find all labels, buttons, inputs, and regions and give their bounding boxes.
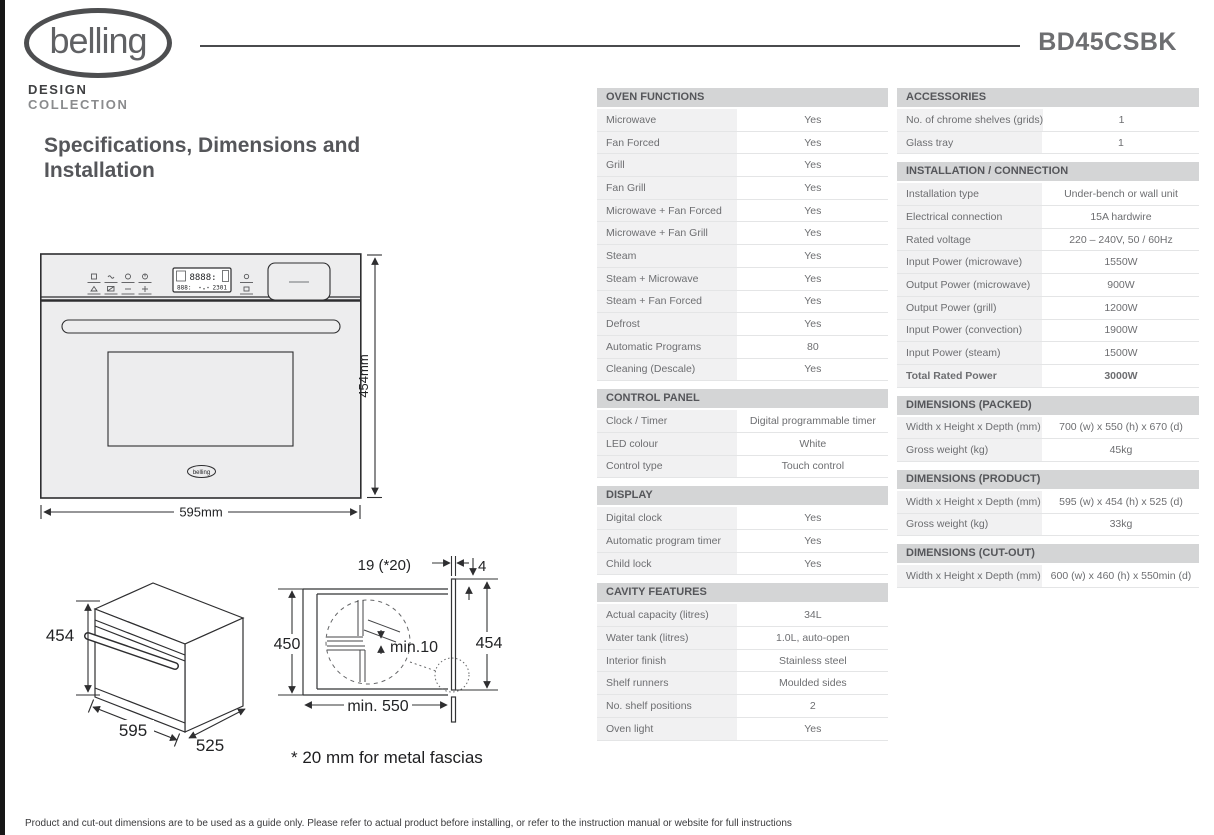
spec-column-left bbox=[597, 88, 888, 749]
cutout-dimensions bbox=[278, 556, 498, 705]
spec-row-label: Installation type bbox=[897, 183, 1042, 205]
page-title: Specifications, Dimensions and Installation bbox=[44, 134, 361, 182]
spec-row-label: Water tank (litres) bbox=[597, 627, 737, 649]
spec-row-value: 15A hardwire bbox=[1090, 210, 1152, 223]
spec-row bbox=[897, 365, 1199, 388]
model-number: BD45CSBK bbox=[1038, 28, 1177, 56]
spec-row-value: 1900W bbox=[1104, 324, 1138, 337]
spec-row-label: Steam + Fan Forced bbox=[597, 291, 737, 313]
table-section-header: CAVITY FEATURES bbox=[597, 583, 888, 602]
spec-column-right bbox=[897, 88, 1199, 596]
spec-row-label: Input Power (convection) bbox=[897, 320, 1042, 342]
table-section-header: DISPLAY bbox=[597, 486, 888, 505]
spec-row bbox=[597, 222, 888, 245]
cutout-gap-label: 4 bbox=[478, 558, 487, 575]
spec-row-label: Child lock bbox=[597, 553, 737, 575]
spec-row bbox=[897, 514, 1199, 537]
spec-row-value: 1.0L, auto-open bbox=[776, 631, 850, 644]
door-logo: belling bbox=[192, 470, 211, 476]
spec-row-value: Yes bbox=[804, 136, 822, 149]
spec-row-value: Yes bbox=[804, 318, 822, 331]
spec-row bbox=[897, 417, 1199, 440]
cutout-fascia-label: 19 (*20) bbox=[357, 557, 411, 574]
spec-row bbox=[597, 313, 888, 336]
spec-row bbox=[597, 627, 888, 650]
spec-row-value: 1 bbox=[1118, 113, 1125, 126]
spec-row-value: 700 (w) x 550 (h) x 670 (d) bbox=[1059, 421, 1183, 434]
spec-row-label: Cleaning (Descale) bbox=[597, 359, 737, 381]
spec-row-value: Yes bbox=[804, 534, 822, 547]
spec-row-value: Stainless steel bbox=[778, 654, 847, 667]
spec-row-value: Yes bbox=[804, 249, 822, 262]
spec-row-label: Actual capacity (litres) bbox=[597, 604, 737, 626]
cutout-vent-label: min.10 bbox=[390, 639, 439, 656]
spec-row bbox=[597, 154, 888, 177]
width-dimension-label: 595mm bbox=[179, 504, 223, 520]
height-dimension-label: 454mm bbox=[356, 354, 371, 398]
spec-row-label: Control type bbox=[597, 456, 737, 478]
display-small-digits-left: 888: bbox=[177, 284, 192, 292]
spec-row bbox=[597, 132, 888, 155]
spec-row-value: Yes bbox=[804, 512, 822, 525]
spec-row-label: Rated voltage bbox=[897, 229, 1042, 251]
spec-row-value: Yes bbox=[804, 113, 822, 126]
spec-row bbox=[897, 274, 1199, 297]
spec-row-label: Steam bbox=[597, 245, 737, 267]
cutout-height-label: 450 bbox=[273, 636, 301, 653]
table-section-header: DIMENSIONS (CUT-OUT) bbox=[897, 544, 1199, 563]
spec-table bbox=[897, 162, 1199, 387]
spec-row bbox=[597, 718, 888, 741]
iso-width-label: 595 bbox=[118, 721, 148, 740]
spec-row-label: Clock / Timer bbox=[597, 410, 737, 432]
spec-row bbox=[597, 268, 888, 291]
spec-table bbox=[897, 470, 1199, 536]
spec-row bbox=[597, 109, 888, 132]
spec-row bbox=[597, 410, 888, 433]
spec-row bbox=[597, 507, 888, 530]
spec-row-label: No. of chrome shelves (grids) bbox=[897, 109, 1043, 131]
spec-row bbox=[597, 553, 888, 576]
spec-row bbox=[897, 206, 1199, 229]
spec-row-value: Yes bbox=[804, 363, 822, 376]
iso-height-label: 454 bbox=[45, 626, 75, 645]
spec-table bbox=[597, 486, 888, 575]
spec-row bbox=[597, 695, 888, 718]
spec-row-value: Yes bbox=[804, 181, 822, 194]
spec-row-value: 595 (w) x 454 (h) x 525 (d) bbox=[1059, 495, 1183, 508]
spec-row bbox=[897, 132, 1199, 155]
display-clock-digits: 8888: bbox=[189, 273, 217, 283]
spec-table bbox=[597, 389, 888, 478]
spec-row-label: Output Power (microwave) bbox=[897, 274, 1042, 296]
spec-row bbox=[597, 245, 888, 268]
spec-table bbox=[597, 583, 888, 740]
spec-row-value: Yes bbox=[804, 557, 822, 570]
spec-row bbox=[897, 342, 1199, 365]
table-section-header: CONTROL PANEL bbox=[597, 389, 888, 408]
table-section-header: ACCESSORIES bbox=[897, 88, 1199, 107]
iso-box bbox=[95, 583, 243, 732]
spec-row bbox=[597, 530, 888, 553]
spec-row-value: 34L bbox=[804, 609, 822, 622]
spec-row-value: Yes bbox=[804, 204, 822, 217]
spec-row bbox=[897, 109, 1199, 132]
table-section-header: DIMENSIONS (PACKED) bbox=[897, 396, 1199, 415]
spec-row-label: Shelf runners bbox=[597, 672, 737, 694]
spec-row-label: LED colour bbox=[597, 433, 737, 455]
spec-row-label: Input Power (steam) bbox=[897, 342, 1042, 364]
spec-row-label: Width x Height x Depth (mm) bbox=[897, 565, 1042, 587]
spec-row bbox=[597, 456, 888, 479]
spec-row bbox=[897, 439, 1199, 462]
design-collection-label: DESIGN COLLECTION bbox=[28, 82, 129, 112]
spec-row-value: Touch control bbox=[781, 460, 845, 473]
belling-logo-text: belling bbox=[49, 20, 147, 61]
iso-depth-label: 525 bbox=[195, 736, 225, 755]
spec-row-value: 2 bbox=[809, 699, 816, 712]
spec-row bbox=[597, 650, 888, 673]
spec-row-value: 3000W bbox=[1104, 369, 1138, 382]
spec-row-value: 220 – 240V, 50 / 60Hz bbox=[1069, 233, 1173, 246]
spec-table bbox=[897, 544, 1199, 588]
cutout-depth-label: min. 550 bbox=[347, 698, 409, 715]
spec-row-value: Yes bbox=[804, 295, 822, 308]
cutout-product-height-label: 454 bbox=[475, 635, 503, 652]
footer-disclaimer: Product and cut-out dimensions are to be used as a guide only. Please refer to actual product before installing, or refer to the instruction manual or website for full instructions bbox=[25, 818, 792, 829]
spec-row-label: Interior finish bbox=[597, 650, 737, 672]
spec-row bbox=[897, 183, 1199, 206]
spec-row-label: Microwave bbox=[597, 109, 737, 131]
brand-logo bbox=[24, 8, 184, 112]
cutout-drawing bbox=[270, 542, 510, 767]
spec-row bbox=[597, 604, 888, 627]
display-small-digits-right: 2301 bbox=[212, 284, 227, 292]
spec-row-label: Automatic program timer bbox=[597, 530, 737, 552]
display-panel bbox=[173, 268, 231, 292]
spec-row bbox=[897, 565, 1199, 588]
table-section-header: DIMENSIONS (PRODUCT) bbox=[897, 470, 1199, 489]
spec-row-value: Yes bbox=[804, 722, 822, 735]
spec-row-label: Total Rated Power bbox=[897, 365, 1042, 387]
page-edge-artifact bbox=[0, 0, 5, 835]
spec-row-value: Yes bbox=[804, 159, 822, 172]
spec-row-value: Yes bbox=[804, 227, 822, 240]
spec-row-label: Fan Forced bbox=[597, 132, 737, 154]
spec-row bbox=[897, 229, 1199, 252]
spec-row bbox=[897, 491, 1199, 514]
spec-row bbox=[897, 297, 1199, 320]
spec-table bbox=[897, 88, 1199, 154]
belling-logo-oval bbox=[24, 8, 172, 78]
spec-row bbox=[597, 200, 888, 223]
spec-row bbox=[897, 320, 1199, 343]
isometric-drawing bbox=[38, 545, 298, 757]
spec-row-label: Gross weight (kg) bbox=[897, 514, 1042, 536]
spec-row bbox=[597, 177, 888, 200]
spec-row-value: 45kg bbox=[1109, 444, 1133, 457]
table-section-header: OVEN FUNCTIONS bbox=[597, 88, 888, 107]
spec-row-label: Electrical connection bbox=[897, 206, 1042, 228]
spec-row-value: 1 bbox=[1118, 136, 1124, 149]
spec-row-value: 80 bbox=[806, 340, 819, 353]
front-view-drawing bbox=[40, 251, 385, 523]
fascia-footnote: * 20 mm for metal fascias bbox=[291, 748, 483, 767]
spec-row-value: Moulded sides bbox=[778, 677, 847, 690]
spec-row-label: Defrost bbox=[597, 313, 737, 335]
spec-row bbox=[897, 251, 1199, 274]
spec-row bbox=[597, 336, 888, 359]
spec-row bbox=[597, 291, 888, 314]
spec-row-label: Width x Height x Depth (mm) bbox=[897, 491, 1042, 513]
spec-row-label: Microwave + Fan Grill bbox=[597, 222, 737, 244]
spec-row-label: Gross weight (kg) bbox=[897, 439, 1042, 461]
spec-table bbox=[597, 88, 888, 381]
table-section-header: INSTALLATION / CONNECTION bbox=[897, 162, 1199, 181]
spec-row-label: Width x Height x Depth (mm) bbox=[897, 417, 1042, 439]
header-divider bbox=[200, 45, 1020, 47]
spec-row-value: White bbox=[799, 437, 827, 450]
spec-row-label: Microwave + Fan Forced bbox=[597, 200, 737, 222]
spec-row-label: Steam + Microwave bbox=[597, 268, 737, 290]
spec-row-value: Yes bbox=[804, 272, 822, 285]
spec-row-value: 1200W bbox=[1104, 301, 1138, 314]
spec-row-label: Digital clock bbox=[597, 507, 737, 529]
spec-row bbox=[597, 672, 888, 695]
spec-row-value: 1550W bbox=[1104, 256, 1138, 269]
spec-row-label: Output Power (grill) bbox=[897, 297, 1042, 319]
spec-row bbox=[597, 359, 888, 382]
spec-table bbox=[897, 396, 1199, 462]
spec-row-label: Grill bbox=[597, 154, 737, 176]
spec-row-label: Input Power (microwave) bbox=[897, 251, 1042, 273]
spec-row-value: Under-bench or wall unit bbox=[1064, 188, 1178, 201]
spec-row-label: Oven light bbox=[597, 718, 737, 740]
spec-row-label: No. shelf positions bbox=[597, 695, 737, 717]
spec-row-label: Glass tray bbox=[897, 132, 1042, 154]
spec-row-value: 33kg bbox=[1109, 518, 1133, 531]
water-tank-panel bbox=[268, 263, 330, 300]
spec-row-label: Fan Grill bbox=[597, 177, 737, 199]
spec-row bbox=[597, 433, 888, 456]
spec-row-label: Automatic Programs bbox=[597, 336, 737, 358]
spec-row-value: Digital programmable timer bbox=[749, 415, 876, 428]
spec-row-value: 600 (w) x 460 (h) x 550min (d) bbox=[1050, 570, 1192, 583]
spec-row-value: 1500W bbox=[1104, 347, 1138, 360]
spec-row-value: 900W bbox=[1107, 278, 1135, 291]
